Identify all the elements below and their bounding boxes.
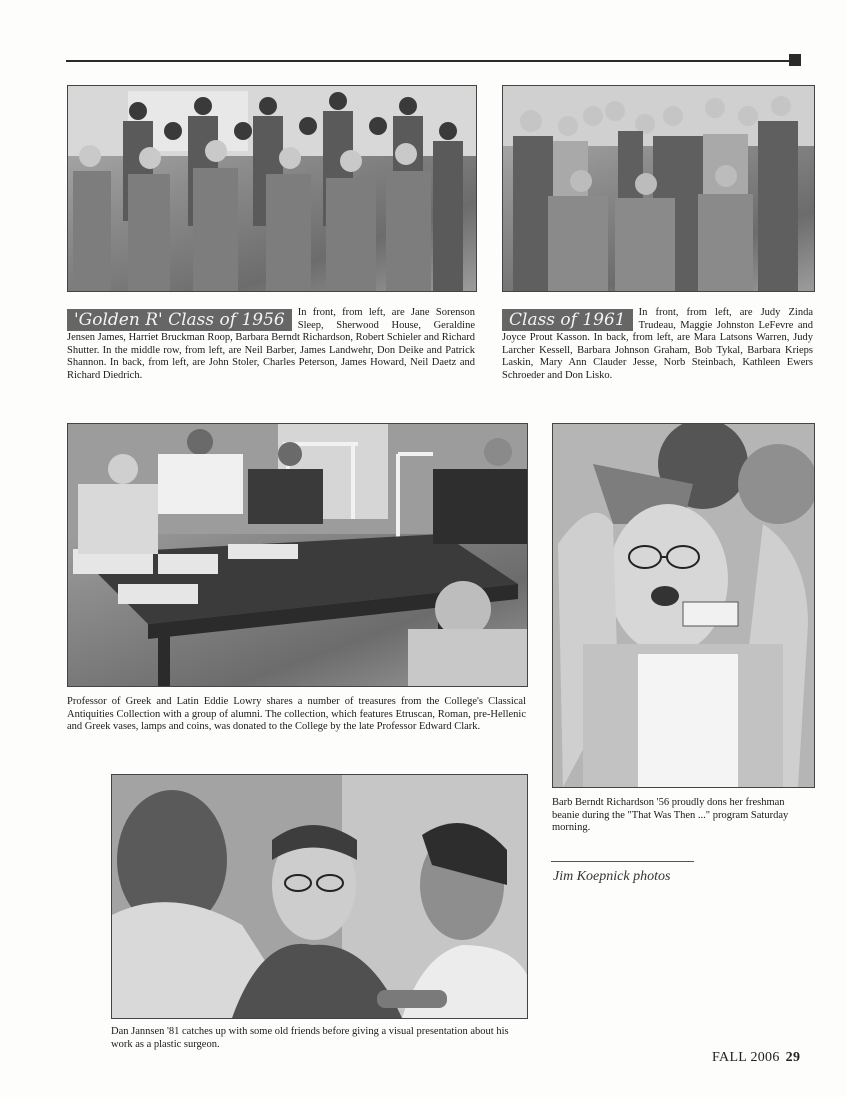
photo-credit: Jim Koepnick photos — [553, 869, 671, 884]
top-rule — [66, 60, 790, 62]
page-number: 29 — [785, 1050, 801, 1065]
photo-class-1961 — [502, 85, 815, 292]
photo-professor-lowry — [67, 423, 528, 687]
class-tag-1956: 'Golden R' Class of 1956 — [67, 309, 292, 331]
group-photo-illustration — [68, 86, 476, 291]
issue-label: FALL 2006 — [712, 1050, 780, 1065]
photo-golden-r-class-1956 — [67, 85, 477, 292]
caption-text: In front, from left, are Jane Sorenson Sleep, Sherwood House, Geraldine Jensen James, Harriet Bruckman Roop, Barbara Berndt Richardson, Robert Schieler and Richard Shutter. In the middle row, from left, are Neil Barber, James Landwehr, Don Deike and Patrick Shannon. In back, from left, are John Stoler, Charles Peterson, James Howard, Neil Daetz and Richard Diedrich. — [67, 307, 475, 381]
caption-text: In front, from left, are Judy Zinda Trudeau, Maggie Johnston LeFevre and Joyce Prout Kasson. In back, from left, are Mara Latsons Warren, Judy Larcher Kessell, Barbara Johnson Graham, Bob Tykal, Barbara Krieps Laskin, Mary Ann Clauder Jesse, Norb Steinbach, Kathleen Ewers Schroeder and Don Lisko. — [502, 307, 813, 381]
caption-class-1961 — [502, 307, 813, 383]
page-footer — [712, 1050, 800, 1066]
table-scene-illustration — [68, 424, 527, 686]
photo-dan-jannsen — [111, 774, 528, 1019]
caption-barb-beanie: Barb Berndt Richardson '56 proudly dons her freshman beanie during the "That Was Then ..." program Saturday morning. — [552, 797, 789, 834]
portrait-illustration — [553, 424, 814, 787]
caption-golden-r-class-1956 — [67, 307, 475, 383]
rule-end-square — [789, 54, 801, 66]
class-tag-1961: Class of 1961 — [502, 309, 633, 331]
credit-rule — [551, 861, 694, 862]
group-photo-illustration — [503, 86, 814, 291]
photo-barb-beanie — [552, 423, 815, 788]
caption-dan-jannsen: Dan Jannsen '81 catches up with some old friends before giving a visual presentation about his work as a plastic surgeon. — [111, 1026, 509, 1050]
conversation-illustration — [112, 775, 527, 1018]
caption-professor-lowry: Professor of Greek and Latin Eddie Lowry shares a number of treasures from the College's Classical Antiquities Collection with a group of alumni. The collection, which features Etruscan, Roman, pre-Hellenic and Greek vases, lamps and coins, was donated to the College by the late Professor Edward Clark. — [67, 696, 526, 733]
